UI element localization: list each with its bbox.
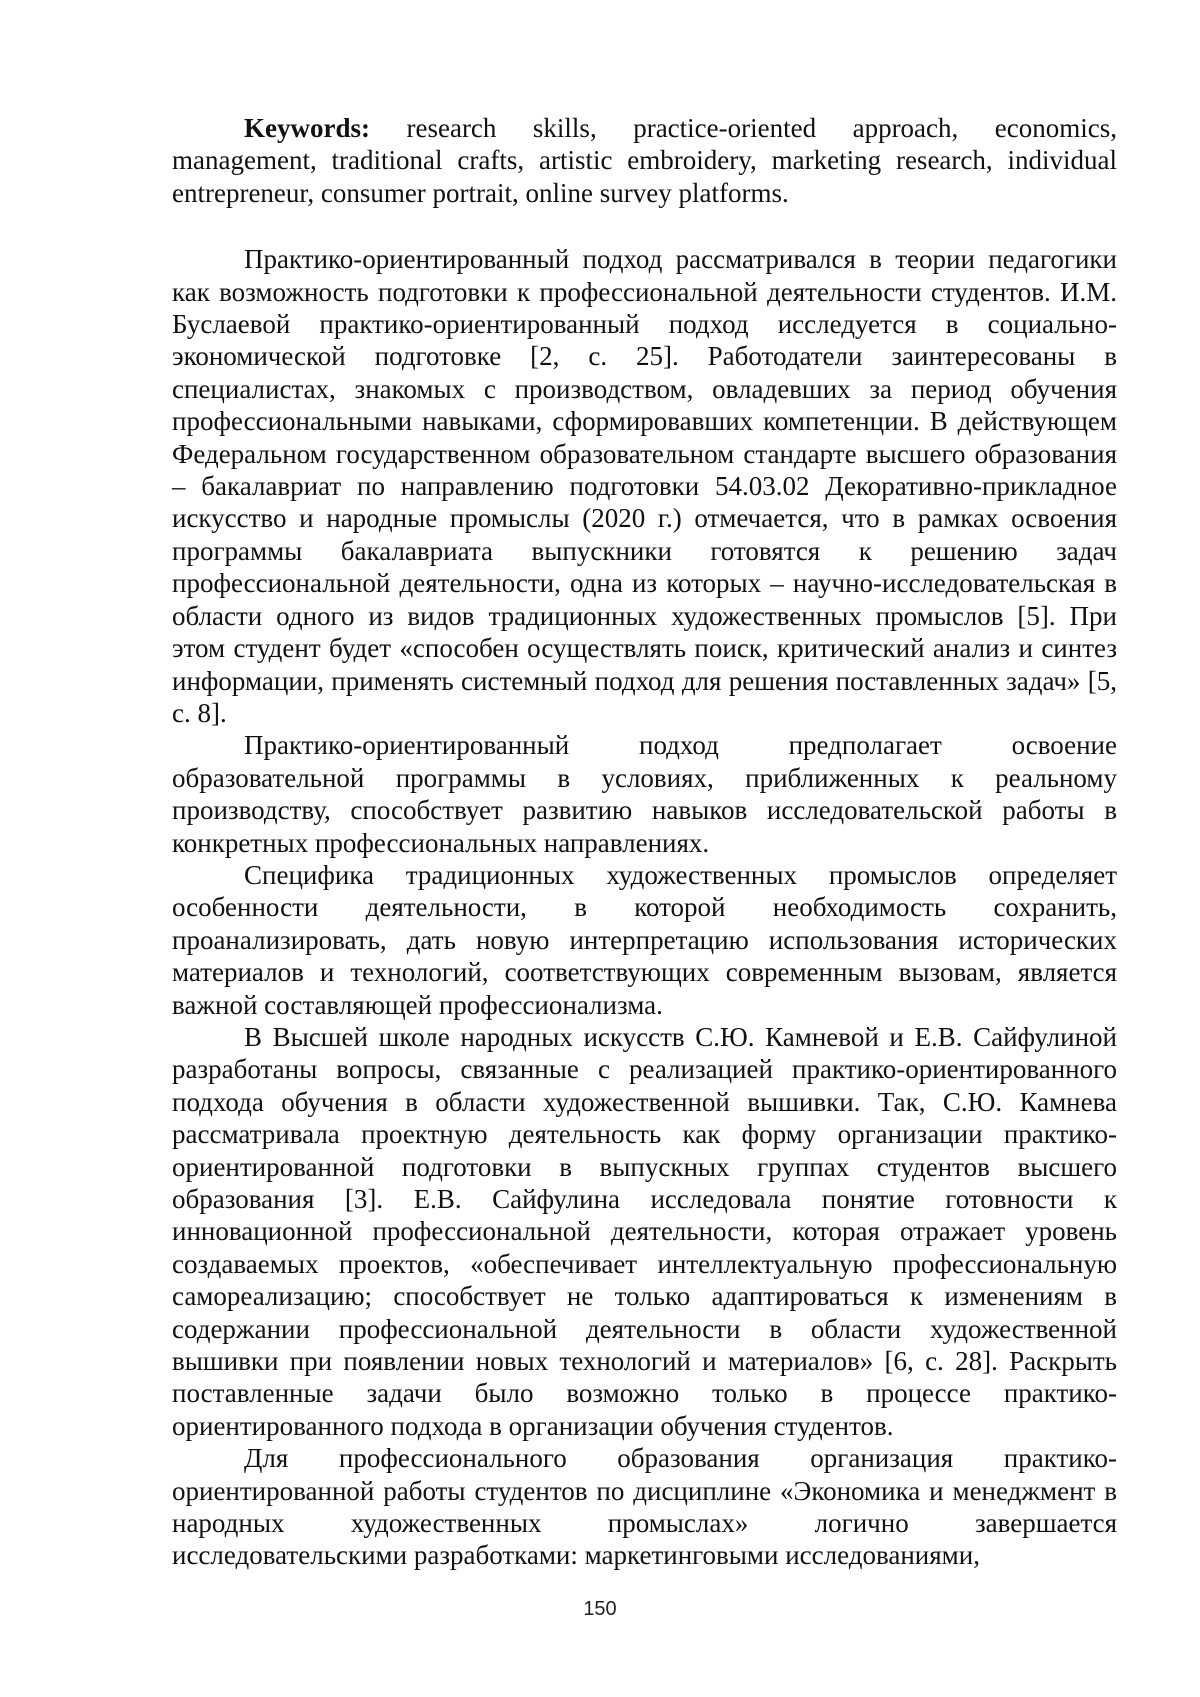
body-paragraph-1: Практико-ориентированный подход рассматривался в теории педагогики как возможность подготовки к профессиональной деятельности студентов. И.М. Буслаевой практико-ориентированный подход исследуется в социально-экономической подготовке [2, с. 25]. Работодатели заинтересованы в специалистах, знакомых с производством, овладевших за период обучения профессиональными навыками, сформировавших компетенции. В действующем Федеральном государственном образовательном стандарте высшего образования – бакалавриат по направлению подготовки 54.03.02 Декоративно-прикладное искусство и народные промыслы (2020 г.) отмечается, что в рамках освоения программы бакалавриата выпускники готовятся к решению задач профессиональной деятельности, одна из которых – научно-исследовательская в области одного из видов традиционных художественных промыслов [5]. При этом студент будет «способен осуществлять поиск, критический анализ и синтез информации, применять системный подход для решения поставленных задач» [5, с. 8]. <box>172 244 1117 728</box>
body-paragraph-4: В Высшей школе народных искусств С.Ю. Камневой и Е.В. Сайфулиной разработаны вопросы, связанные с реализацией практико-ориентированного подхода обучения в области художественной вышивки. Так, С.Ю. Камнева рассматривала проектную деятельность как форму организации практико-ориентированной подготовки в выпускных группах студентов высшего образования [3]. Е.В. Сайфулина исследовала понятие готовности к инновационной профессиональной деятельности, которая отражает уровень создаваемых проектов, «обеспечивает интеллектуальную профессиональную самореализацию; способствует не только адаптироваться к изменениям в содержании профессиональной деятельности в области художественной вышивки при появлении новых технологий и материалов» [6, с. 28]. Раскрыть поставленные задачи было возможно только в процессе практико-ориентированного подхода в организации обучения студентов. <box>172 1021 1117 1441</box>
body-paragraph-5: Для профессионального образования организация практико-ориентированной работы студентов по дисциплине «Экономика и менеджмент в народных художественных промыслах» логично завершается исследовательскими разработками: маркетинговыми исследованиями, <box>172 1443 1117 1571</box>
page-number: 150 <box>583 1598 617 1620</box>
body-paragraph-2: Практико-ориентированный подход предполагает освоение образовательной программы в условиях, приближенных к реальному производству, способствует развитию навыков исследовательской работы в конкретных профессиональных направлениях. <box>172 730 1117 858</box>
keywords-text: research skills, practice-oriented approach, economics, management, traditional crafts, artistic embroidery, marketing research, individual entrepreneur, consumer portrait, online survey platforms. <box>172 113 1117 208</box>
page-body <box>172 112 1117 1572</box>
body-paragraph-3: Специфика традиционных художественных промыслов определяет особенности деятельности, в которой необходимость сохранить, проанализировать, дать новую интерпретацию использования исторических материалов и технологий, соответствующих современным вызовам, является важной составляющей профессионализма. <box>172 859 1117 1020</box>
keywords-paragraph <box>172 112 1117 209</box>
keywords-label: Keywords: <box>244 113 370 143</box>
